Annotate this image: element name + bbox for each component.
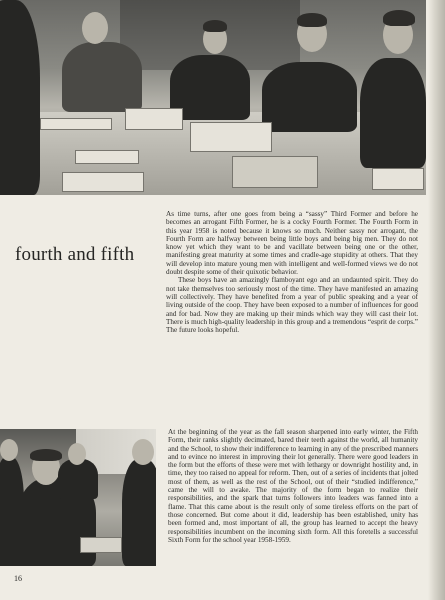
book: [75, 150, 139, 164]
classroom-photo-top: [0, 0, 426, 195]
teacher-head: [82, 12, 108, 44]
book: [372, 168, 424, 190]
student-hair: [383, 10, 415, 26]
book: [190, 122, 272, 152]
student-head: [132, 439, 154, 465]
student-hair: [297, 13, 327, 27]
student-figure: [0, 0, 40, 195]
student-figure: [58, 459, 98, 499]
fourth-form-text: [166, 210, 418, 334]
paragraph: At the beginning of the year as the fall season sharpened into early winter, the Fifth Form, their ranks slightly decimated, bared their teeth against the world, all humanity and the School, to show their indifference to learning in any of the prescribed manners and to evince no interest in improving their lot generally. There were good leaders in the form but the efforts of these were met with lethargy or downright hostility and, in time, they too raised no appeal for reform. Then, out of a series of incidents that jolted most of them, as well as the rest of the School, out of their “studied indifference,” came the will to awake. The majority of the form began to realize their responsibilities, and the spark that turns followers into leaders was fanned into a flame. That this came about is the result only of some tireless efforts on the part of those concerned. But come about it did, leadership has been established, unity has been formed and, most important of all, the group has learned to accept the heavy responsibilities incumbent on the incoming sixth form. All this foretells a successful Sixth Form for the school year 1958-1959.: [168, 428, 418, 544]
section-heading: fourth and fifth: [15, 244, 135, 265]
classroom-photo-bottom: [0, 429, 156, 566]
book: [80, 537, 122, 553]
book: [232, 156, 318, 188]
book: [62, 172, 144, 192]
book: [125, 108, 183, 130]
student-figure: [360, 58, 426, 168]
paragraph: These boys have an amazingly flamboyant ego and an undaunted spirit. They do not take themselves too seriously most of the time. They have manifested an amazing will collectively. They have benefited from a year of public speaking and a year of living outside of the coop. They have been exposed to a number of influences for good and for bad. Now they are making up their minds which way they will cast their lot. There is much high-quality leadership in this group and a tremendous “esprit de corps.” The future looks hopeful.: [166, 276, 418, 335]
student-head: [68, 443, 86, 465]
book: [40, 118, 112, 130]
teacher-figure: [62, 42, 142, 112]
paragraph: As time turns, after one goes from being a “sassy” Third Former and before he becomes an arrogant Fifth Former, he is a cocky Fourth Former. The Fourth Form in this year 1958 is noted because it knows so much. Neither sassy nor arrogant, the Fourth Form are halfway between being little boys and being big men. They do not know yet which they want to be and vacillate between being one or the other, manifesting great maturity at some times and cradle-age stupidity at others. That they will develop into mature young men with intelligent and well-formed views we do not doubt despite some of their quixotic behavior.: [166, 210, 418, 277]
student-figure: [262, 62, 357, 132]
student-hair: [30, 449, 62, 461]
student-hair: [203, 20, 227, 32]
page-edge-shadow: [428, 0, 445, 600]
fifth-form-text: [168, 428, 418, 544]
page-number: 16: [14, 574, 22, 583]
student-head: [0, 439, 18, 461]
student-figure: [122, 459, 156, 566]
